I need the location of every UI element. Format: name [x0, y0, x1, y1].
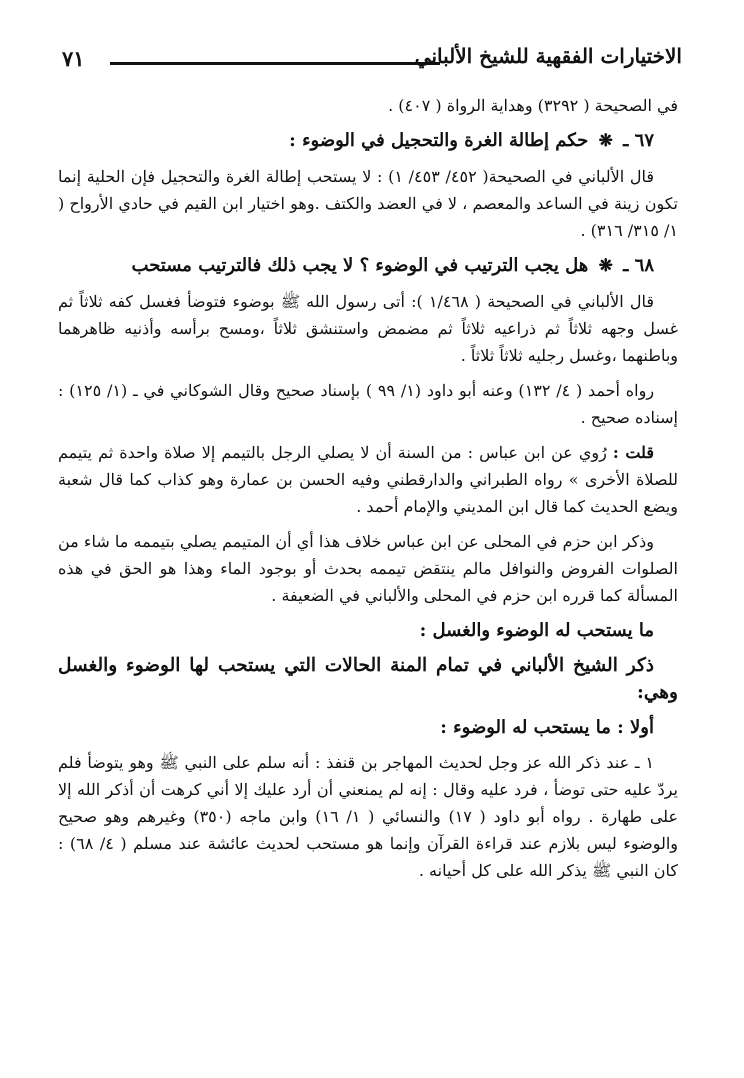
star-icon: ❋	[598, 256, 613, 276]
paragraph: قال الألباني في الصحيحة ( ١/٤٦٨ ): أتى رسول الله ﷺ بوضوء فتوضأ فغسل كفه ثلاثاً ثم غسل وجهه ثلاثاً ثم ذراعيه ثلاثاً ثم مضمض واستنشق ثلاثاً ،ومسح برأسه وأذنيه ظاهرهما وباطنهما ،وغسل رجليه ثلاثاً ثلاثاً .	[58, 292, 678, 365]
section-heading-68	[58, 252, 678, 280]
book-title: الاختيارات الفقهية للشيخ الألباني	[414, 44, 682, 68]
star-icon: ❋	[598, 131, 613, 151]
paragraph: ١ ـ عند ذكر الله عز وجل لحديث المهاجر بن قنفذ : أنه سلم على النبي ﷺ وهو يتوضأ فلم يردّ عليه حتى توضأ ، فرد عليه وقال : إنه لم يمنعني أن أرد عليك إلا أني كرهت أن أذكر الله إلا على طهارة . رواه أبو داود ( ١٧) والنسائي ( ١/ ١٦) وابن ماجه (٣٥٠) وغيرهم وهو صحيح والوضوء ليس بلازم عند قراءة القرآن وإنما هو مستحب لحديث عائشة عند مسلم ( ٤/ ٦٨) : كان النبي ﷺ يذكر الله على كل أحيانه .	[58, 753, 679, 880]
paragraph: قال الألباني في الصحيحة( ٤٥٢/ ٤٥٣/ ١) : لا يستحب إطالة الغرة والتحجيل فإن الحلية إنما تكون زينة في الساعد والمعصم ، لا في العضد والكتف .وهو اختيار ابن القيم في حادي الأرواح ( ١/ ٣١٥/ ٣١٦) .	[58, 167, 678, 240]
paragraph-qult	[58, 439, 678, 520]
header-rule	[110, 62, 440, 65]
qult-lead: قلت :	[612, 443, 654, 462]
section-title: حكم إطالة الغرة والتحجيل في الوضوء :	[289, 130, 589, 151]
paragraph-continuation: في الصحيحة ( ٣٢٩٢) وهداية الرواة ( ٤٠٧) .	[388, 96, 678, 115]
section-heading-67	[58, 127, 678, 155]
subheading-mustahab: ما يستحب له الوضوء والغسل :	[419, 620, 654, 641]
subheading-dhikr: ذكر الشيخ الألباني في تمام المنة الحالات التي يستحب لها الوضوء والغسل وهي:	[58, 655, 678, 703]
paragraph: وذكر ابن حزم في المحلى عن ابن عباس خلاف هذا أي أن المتيمم يصلي بتيممه ما شاء من الصلوات الفروض والنوافل مالم ينتقض تيممه بحدث أو بوجود الماء وهذا هو الحق في هذه المسألة كما قرره ابن حزم في المحلى والألباني في الضعيفة .	[58, 532, 678, 605]
subheading-awwalan: أولا : ما يستحب له الوضوء :	[440, 717, 654, 738]
page-number: ٧١	[62, 46, 85, 71]
section-number: ٦٧ ـ	[623, 130, 654, 151]
section-title: هل يجب الترتيب في الوضوء ؟ لا يجب ذلك فالترتيب مستحب	[131, 255, 589, 276]
section-number: ٦٨ ـ	[623, 255, 654, 276]
page-body	[58, 92, 678, 892]
qult-text: رُوي عن ابن عباس : من السنة أن لا يصلي الرجل بالتيمم إلا صلاة واحدة ثم يتيمم للصلاة الأخرى » رواه الطبراني والدارقطني وفيه الحسن بن عمارة وهو كذاب كما قال شعبة ويضع الحديث كما قال ابن المديني والإمام أحمد .	[58, 443, 678, 516]
running-header	[50, 42, 682, 82]
paragraph: رواه أحمد ( ٤/ ١٣٢) وعنه أبو داود (١/ ٩٩ ) بإسناد صحيح وقال الشوكاني في ـ (١/ ١٢٥) : إسناده صحيح .	[58, 381, 678, 427]
